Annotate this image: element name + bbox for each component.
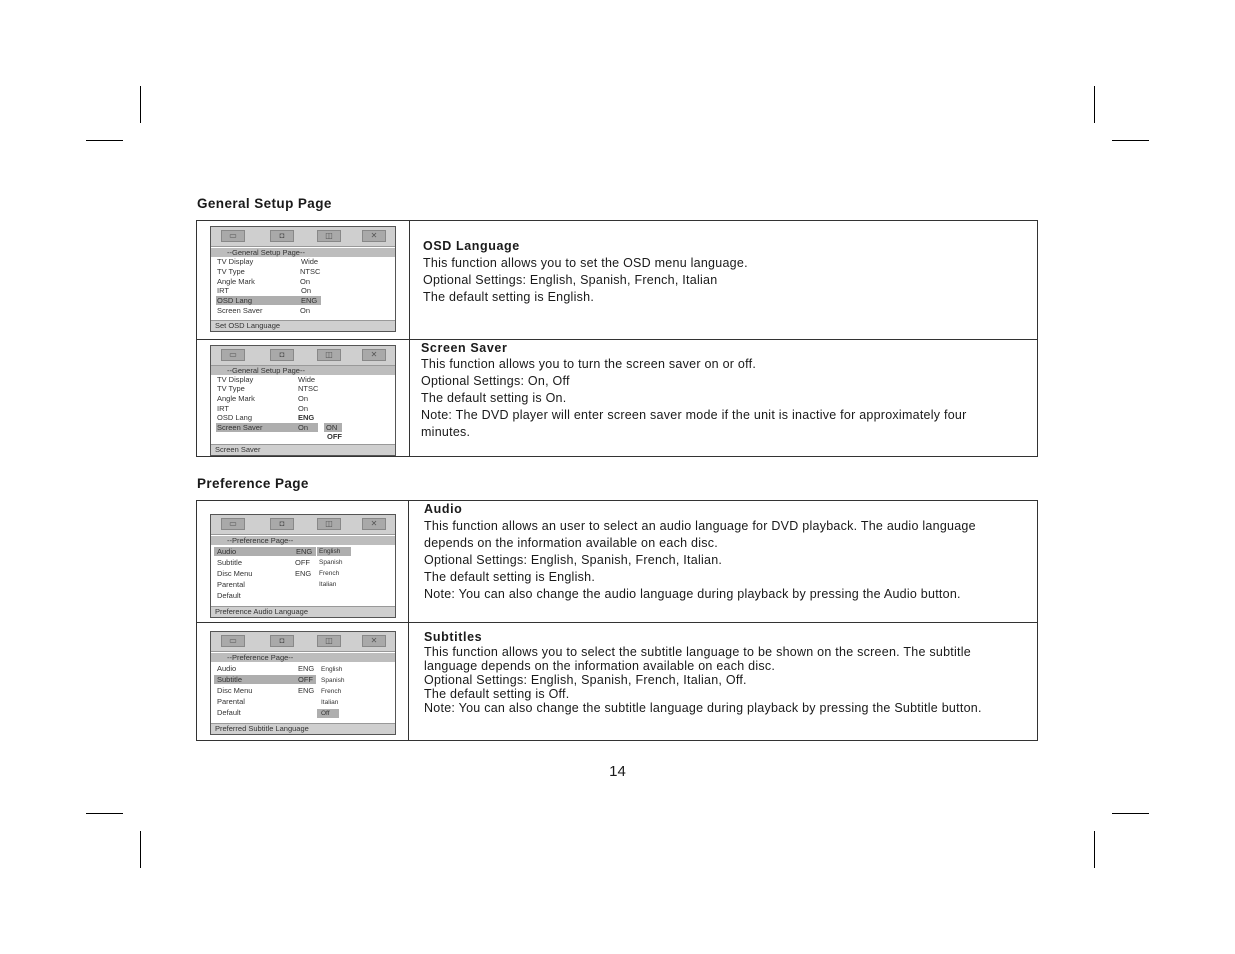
lock-icon: ◘ <box>270 230 294 242</box>
osd-label: IRT <box>217 404 229 413</box>
osd-value-selected: On <box>297 423 318 432</box>
osd-label: Screen Saver <box>217 306 263 315</box>
osd-value-selected: OFF <box>296 675 316 684</box>
osd-option: Italian <box>319 581 337 588</box>
osd-label: Default <box>217 708 241 717</box>
osd-option-selected: Off <box>317 709 339 718</box>
desc-line: This function allows you to turn the screen saver on or off. <box>421 357 757 371</box>
desc-line: Optional Settings: On, Off <box>421 374 570 388</box>
row-subtitles <box>197 622 1037 740</box>
heading-subtitles: Subtitles <box>424 630 483 644</box>
section-title-general: General Setup Page <box>197 196 332 211</box>
osd-label-selected: Screen Saver <box>216 423 298 432</box>
osd-label: Disc Menu <box>217 569 253 578</box>
exit-icon: ✕ <box>362 635 386 647</box>
speaker-icon: ◫ <box>317 518 341 530</box>
exit-icon: ✕ <box>362 349 386 361</box>
osd-title: --General Setup Page-- <box>211 248 395 257</box>
desc-subtitles <box>424 630 1034 715</box>
osd-screen-preference-audio <box>210 514 396 618</box>
osd-value: On <box>298 394 309 403</box>
osd-label: Angle Mark <box>217 277 255 286</box>
row-osd-language <box>197 221 1037 339</box>
heading-audio: Audio <box>424 502 463 516</box>
desc-line: minutes. <box>421 425 471 439</box>
osd-title: --Preference Page-- <box>211 536 395 545</box>
osd-option: French <box>321 688 342 695</box>
osd-screen-general-osd-lang <box>210 226 396 332</box>
desc-line: Note: The DVD player will enter screen saver mode if the unit is inactive for approximately four <box>421 408 967 422</box>
desc-line: Note: You can also change the audio language during playback by pressing the Audio button. <box>424 587 961 601</box>
osd-title: --Preference Page-- <box>211 653 395 662</box>
row-screen-saver <box>197 339 1037 456</box>
osd-value: ENG <box>298 664 315 673</box>
osd-title: --General Setup Page-- <box>211 366 395 375</box>
osd-value-selected: ENG <box>297 296 321 305</box>
speaker-icon: ◫ <box>317 349 341 361</box>
page-number: 14 <box>609 763 626 780</box>
osd-value: On <box>298 404 309 413</box>
osd-label: OSD Lang <box>217 413 253 422</box>
osd-label: IRT <box>217 286 229 295</box>
heading-osd-language: OSD Language <box>423 239 520 253</box>
desc-line: The default setting is Off. <box>424 687 570 701</box>
heading-screen-saver: Screen Saver <box>421 341 508 355</box>
tv-icon: ▭ <box>221 518 245 530</box>
osd-status-bar: Screen Saver <box>211 444 395 455</box>
osd-value: NTSC <box>300 267 321 276</box>
osd-value: On <box>301 286 312 295</box>
osd-value: Wide <box>298 375 316 384</box>
osd-option: English <box>321 666 343 673</box>
osd-screen-general-screen-saver <box>210 345 396 456</box>
lock-icon: ◘ <box>270 349 294 361</box>
osd-status-bar: Preference Audio Language <box>211 606 395 617</box>
osd-option-selected: ON <box>324 423 342 432</box>
desc-audio <box>424 501 1034 603</box>
exit-icon: ✕ <box>362 518 386 530</box>
osd-value: On <box>300 277 311 286</box>
crop-mark <box>86 813 123 814</box>
osd-value: On <box>300 306 311 315</box>
osd-option: Spanish <box>319 559 343 566</box>
section-title-preference: Preference Page <box>197 476 309 491</box>
osd-icon-bar <box>211 515 395 535</box>
osd-status-bar: Preferred Subtitle Language <box>211 723 395 734</box>
tv-icon: ▭ <box>221 349 245 361</box>
desc-line: Optional Settings: English, Spanish, French, Italian, Off. <box>424 673 747 687</box>
osd-icon-bar <box>211 227 395 247</box>
crop-mark <box>1112 140 1149 141</box>
preference-table <box>196 500 1038 741</box>
desc-line: This function allows an user to select an audio language for DVD playback. The audio language <box>424 519 976 533</box>
row-audio <box>197 501 1037 622</box>
osd-value: ENG <box>295 569 312 578</box>
osd-label: Angle Mark <box>217 394 255 403</box>
desc-line: The default setting is English. <box>423 290 595 304</box>
osd-label: Subtitle <box>217 558 243 567</box>
desc-osd-language <box>423 238 1023 306</box>
general-setup-table <box>196 220 1038 457</box>
crop-mark <box>140 86 141 123</box>
osd-option-selected: English <box>317 547 351 556</box>
osd-label: Parental <box>217 697 245 706</box>
speaker-icon: ◫ <box>317 635 341 647</box>
exit-icon: ✕ <box>362 230 386 242</box>
desc-line: language depends on the information available on each disc. <box>424 659 776 673</box>
lock-icon: ◘ <box>270 518 294 530</box>
osd-label: Default <box>217 591 241 600</box>
osd-screen-preference-subtitle <box>210 631 396 735</box>
osd-label: TV Display <box>217 375 254 384</box>
osd-label-selected: OSD Lang <box>216 296 298 305</box>
desc-line: Optional Settings: English, Spanish, French, Italian <box>423 273 718 287</box>
osd-label-selected: Audio <box>214 547 299 556</box>
desc-line: The default setting is On. <box>421 391 567 405</box>
osd-option: Italian <box>321 699 339 706</box>
osd-icon-bar <box>211 346 395 366</box>
osd-status-bar: Set OSD Language <box>211 320 395 331</box>
osd-label: TV Type <box>217 384 245 393</box>
lock-icon: ◘ <box>270 635 294 647</box>
osd-value-selected: ENG <box>296 547 316 556</box>
osd-value: OFF <box>295 558 310 567</box>
desc-line: Note: You can also change the subtitle language during playback by pressing the Subtitle button. <box>424 701 982 715</box>
desc-line: The default setting is English. <box>424 570 596 584</box>
crop-mark <box>1112 813 1149 814</box>
osd-option: Spanish <box>321 677 345 684</box>
desc-line: Optional Settings: English, Spanish, French, Italian. <box>424 553 723 567</box>
desc-line: depends on the information available on each disc. <box>424 536 718 550</box>
tv-icon: ▭ <box>221 635 245 647</box>
osd-label: Parental <box>217 580 245 589</box>
osd-option: OFF <box>327 432 342 441</box>
crop-mark <box>140 831 141 868</box>
osd-label: TV Display <box>217 257 254 266</box>
desc-screen-saver <box>421 341 1021 441</box>
osd-value: NTSC <box>298 384 319 393</box>
osd-label-selected: Subtitle <box>214 675 299 684</box>
osd-value: ENG <box>298 413 315 422</box>
osd-option: French <box>319 570 340 577</box>
desc-line: This function allows you to select the subtitle language to be shown on the screen. The subtitle <box>424 645 972 659</box>
speaker-icon: ◫ <box>317 230 341 242</box>
crop-mark <box>1094 831 1095 868</box>
osd-icon-bar <box>211 632 395 652</box>
crop-mark <box>1094 86 1095 123</box>
osd-label: TV Type <box>217 267 245 276</box>
tv-icon: ▭ <box>221 230 245 242</box>
osd-value: Wide <box>301 257 319 266</box>
osd-label: Audio <box>217 664 237 673</box>
desc-line: This function allows you to set the OSD menu language. <box>423 256 748 270</box>
osd-label: Disc Menu <box>217 686 253 695</box>
osd-value: ENG <box>298 686 315 695</box>
crop-mark <box>86 140 123 141</box>
